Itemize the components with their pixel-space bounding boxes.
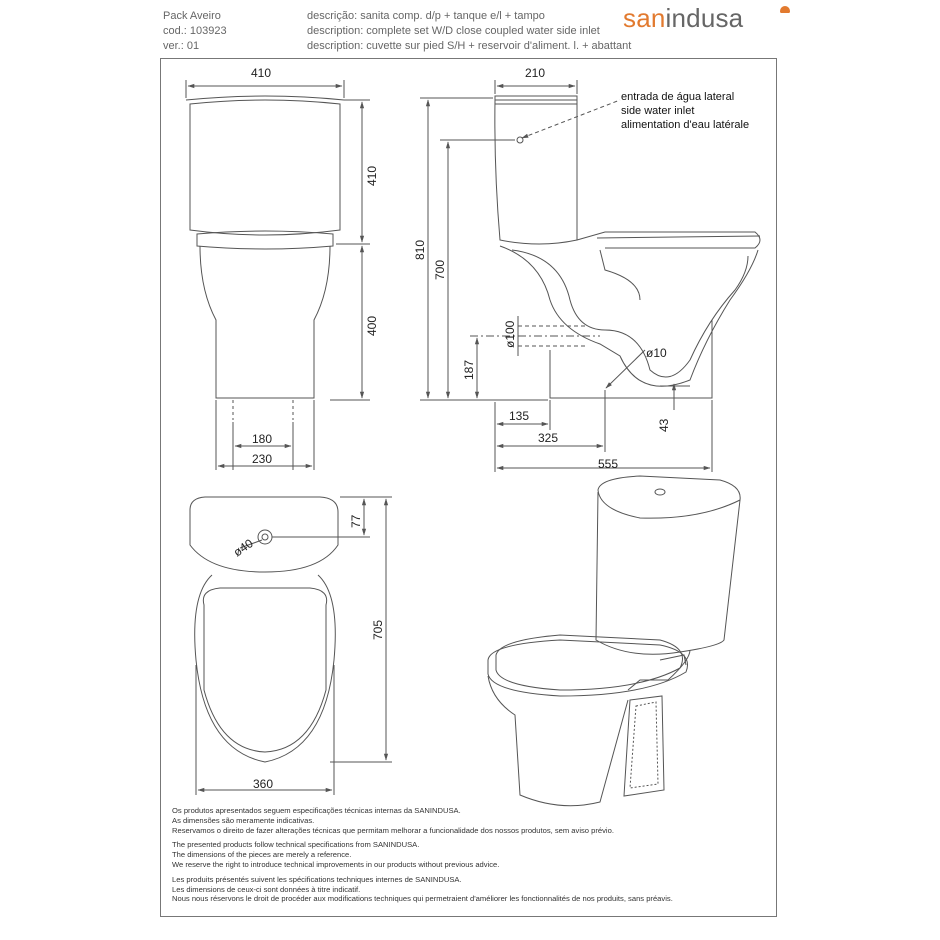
dim-hole-diameter: ø40 <box>230 536 256 560</box>
note-line: Les dimensions de ceux-ci sont données à titre indicatif. <box>172 884 361 894</box>
description-pt: descrição: sanita comp. d/p + tanque e/l + tampo <box>307 10 545 22</box>
dim-front-width: 410 <box>251 66 272 80</box>
dim-hole-offset: 77 <box>349 514 363 528</box>
dim-top-width: 360 <box>253 777 274 791</box>
note-line: As dimensões são meramente indicativas. <box>172 815 315 825</box>
dim-side-tank-depth: 210 <box>525 66 546 80</box>
dim-tank-height: 410 <box>365 165 379 186</box>
side-inlet-label <box>621 91 749 131</box>
inlet-label-pt: entrada de água lateral <box>621 91 735 103</box>
note-line: The dimensions of the pieces are merely a reference. <box>172 850 352 860</box>
dim-outlet-offset: 135 <box>509 409 530 423</box>
inlet-label-fr: alimentation d'eau latérale <box>621 119 750 131</box>
disclaimer-notes <box>172 801 762 909</box>
dim-base-height: 43 <box>657 418 671 432</box>
inlet-label-en: side water inlet <box>621 105 695 117</box>
note-line: Os produtos apresentados seguem especificações técnicas internas da SANINDUSA. <box>172 806 461 815</box>
product-name: Pack Aveiro <box>163 10 221 22</box>
top-view <box>190 497 392 795</box>
description-en: description: complete set W/D close coupled water side inlet <box>307 25 600 37</box>
note-line: Les produits présentés suivent les spécifications techniques internes de SANINDUSA. <box>172 874 462 884</box>
front-view <box>186 80 370 470</box>
perspective-view <box>488 476 740 806</box>
dim-inlet-height: 700 <box>433 259 447 280</box>
dim-outlet-axis: 325 <box>538 431 559 445</box>
note-line: Nous nous réservons le droit de procéder aux modifications techniques qui permetraient d'améliorer les fonctionnalités de nos produits, sans préavis. <box>172 894 673 904</box>
product-code: cod.: 103923 <box>163 25 227 37</box>
dim-outlet-diameter: ø100 <box>503 320 517 348</box>
product-version: ver.: 01 <box>163 40 200 52</box>
description-fr: description: cuvette sur pied S/H + reservoir d'aliment. l. + abattant <box>307 40 632 52</box>
sanindusa-logo: sanindusa <box>623 3 744 33</box>
dim-total-height: 810 <box>413 239 427 260</box>
dim-seal-diameter: ø10 <box>646 346 667 360</box>
dim-total-depth: 555 <box>598 457 619 471</box>
dim-base-width: 230 <box>252 452 273 466</box>
dim-outlet-height: 187 <box>462 359 476 380</box>
note-line: The presented products follow technical specifications from SANINDUSA. <box>172 840 420 850</box>
note-line: We reserve the right to introduce technical improvements in our products without previous advice. <box>172 859 500 869</box>
dim-top-length: 705 <box>371 619 385 640</box>
dim-fixing-spacing: 180 <box>252 432 273 446</box>
side-view <box>420 80 760 472</box>
note-line: Reservamos o direito de fazer alterações técnicas que permitam melhorar a funcionalidade dos nossos produtos, sem aviso prévio. <box>172 825 614 835</box>
dim-bowl-height: 400 <box>365 315 379 336</box>
